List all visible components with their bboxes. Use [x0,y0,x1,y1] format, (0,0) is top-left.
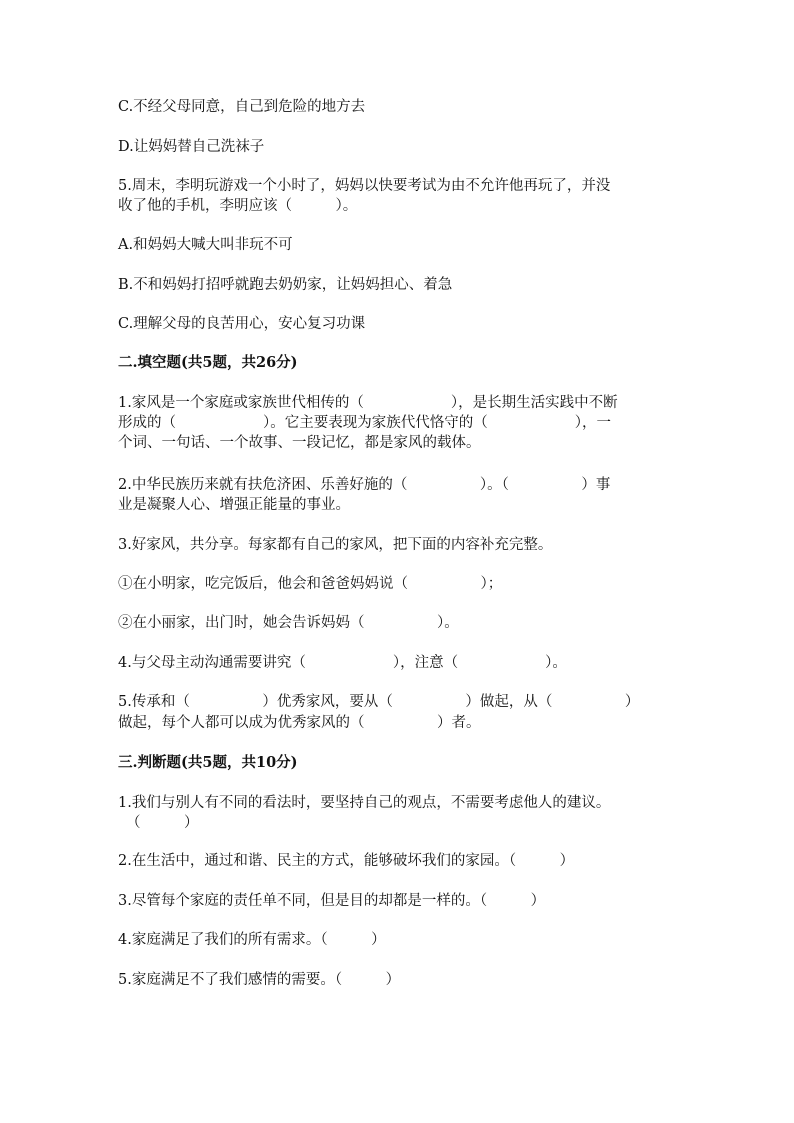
judge-question-5: 5.家庭满足不了我们感情的需要。（ ） [118,972,401,988]
fill-question-3-sub-2: ②在小丽家，出门时，她会告诉妈妈（ ）。 [118,615,459,631]
fill-question-5-line-2: 做起，每个人都可以成为优秀家风的（ ）者。 [118,715,481,731]
question-4-option-c: C.不经父母同意，自己到危险的地方去 [118,99,366,115]
judge-question-2: 2.在生活中，通过和谐、民主的方式，能够破坏我们的家园。（ ） [118,853,575,869]
question-4-option-d: D.让妈妈替自己洗袜子 [118,139,265,155]
fill-question-5-line-1: 5.传承和（ ）优秀家风，要从（ ）做起，从（ ） [118,694,640,710]
fill-question-3-sub-1: ①在小明家，吃完饭后，他会和爸爸妈妈说（ ）； [118,576,503,592]
question-5-text-line-2: 收了他的手机，李明应该（ ）。 [118,198,358,214]
question-5-option-a: A.和妈妈大喊大叫非玩不可 [118,237,293,253]
fill-question-1-line-1: 1.家风是一个家庭或家族世代相传的（ ），是长期生活实践中不断 [118,395,618,411]
section-2-heading: 二.填空题(共5题，共26分) [118,354,298,371]
fill-question-1-line-2: 形成的（ ）。它主要表现为家族代代恪守的（ ），一 [118,415,611,431]
fill-question-2-line-2: 业是凝聚人心、增强正能量的事业。 [118,497,350,513]
section-3-heading: 三.判断题(共5题，共10分) [118,754,298,771]
judge-question-4: 4.家庭满足了我们的所有需求。（ ） [118,932,386,948]
fill-question-3-line-1: 3.好家风，共分享。每家都有自己的家风，把下面的内容补充完整。 [118,537,553,553]
fill-question-2-line-1: 2.中华民族历来就有扶危济困、乐善好施的（ ）。（ ）事 [118,477,611,493]
fill-question-4-line-1: 4.与父母主动沟通需要讲究（ ），注意（ ）。 [118,655,567,671]
question-5-option-b: B.不和妈妈打招呼就跑去奶奶家，让妈妈担心、着急 [118,277,453,293]
question-5-option-c: C.理解父母的良苦用心，安心复习功课 [118,316,366,332]
judge-question-1-line-2: （ ） [126,815,199,831]
judge-question-3: 3.尽管每个家庭的责任单不同，但是目的却都是一样的。（ ） [118,893,546,909]
question-5-text-line-1: 5.周末，李明玩游戏一个小时了，妈妈以快要考试为由不允许他再玩了，并没 [118,178,611,194]
judge-question-1-line-1: 1.我们与别人有不同的看法时，要坚持自己的观点，不需要考虑他人的建议。 [118,795,611,811]
fill-question-1-line-3: 个词、一句话、一个故事、一段记忆，都是家风的载体。 [118,435,481,451]
